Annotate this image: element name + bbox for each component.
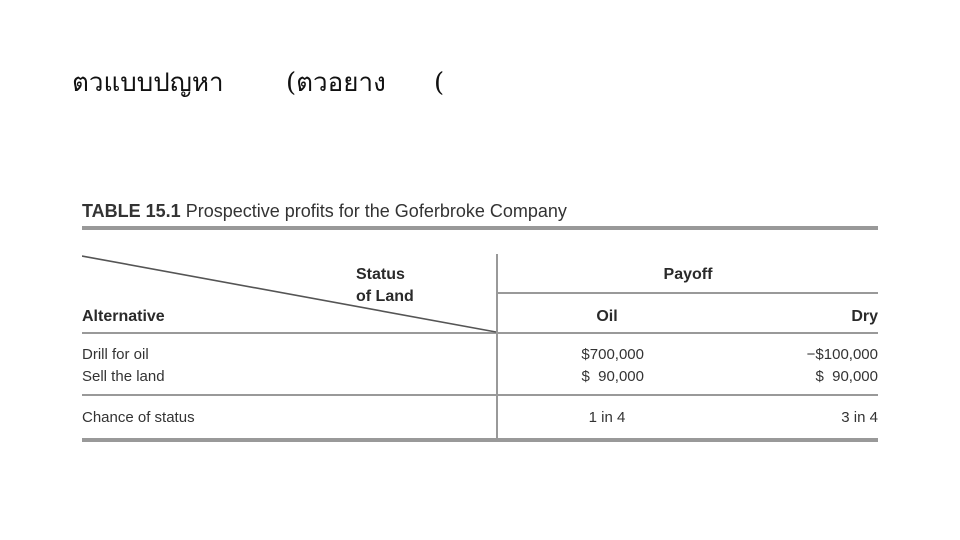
table-caption-number: TABLE 15.1 [82,201,181,221]
row-2-oil: $ 90,000 [581,368,644,385]
dry-header: Dry [851,308,878,325]
row-1-dry: −$100,000 [806,346,878,363]
chance-divider-rule [82,394,878,396]
payoff-header: Payoff [663,266,713,283]
alternative-header: Alternative [82,308,165,325]
slide-title-part-2: (ตวอยาง [286,68,386,98]
payoff-table [82,198,878,426]
chance-dry: 3 in 4 [841,409,878,426]
chance-label: Chance of status [82,409,195,426]
table-bottom-rule [82,438,878,442]
row-2-dry: $ 90,000 [815,368,878,385]
table-caption [82,198,878,224]
slide-title-part-3: ( [434,68,445,98]
table-body [82,224,878,426]
oil-header: Oil [596,308,618,325]
row-1-alternative: Drill for oil [82,346,149,363]
status-header-line2: of Land [356,288,414,305]
chance-oil: 1 in 4 [588,409,626,426]
table-top-rule [82,226,878,230]
slide-title-part-1: ตวแบบปญหา [72,68,224,98]
row-2-alternative: Sell the land [82,368,165,385]
row-1-oil: $700,000 [581,346,644,363]
status-header-line1: Status [356,266,405,283]
slide-title [72,62,444,103]
table-caption-text: Prospective profits for the Goferbroke Company [185,201,567,221]
payoff-divider-rule [498,292,878,294]
